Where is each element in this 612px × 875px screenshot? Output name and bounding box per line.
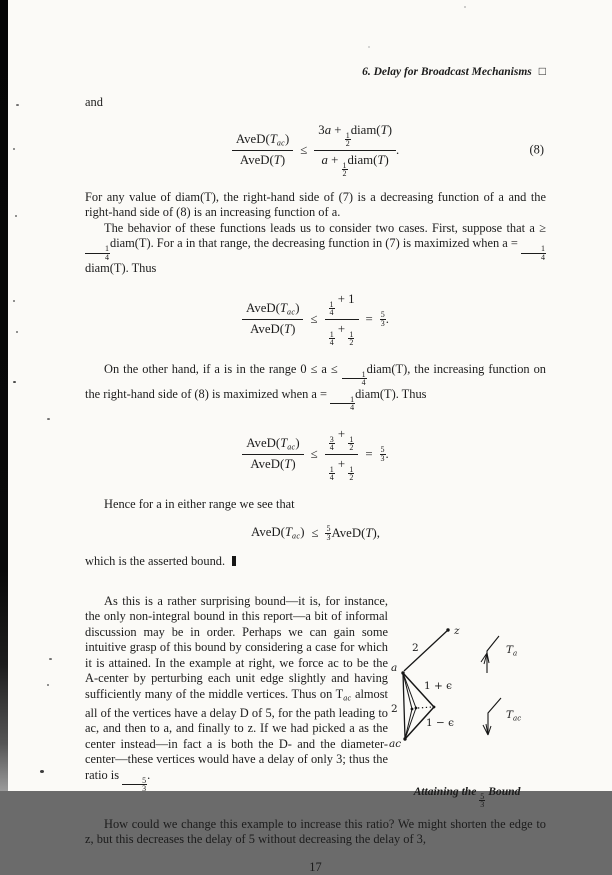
label-z: z (454, 624, 460, 637)
label-edge-2-top: 2 (412, 641, 419, 654)
vertex-a (401, 671, 404, 674)
paragraph-6: As this is a rather surprising bound—it is, for instance, the only non-integral bound in this report—a bit of informal discussion may be in order. Perhaps we can gain some intuitive grasp of this bound by considering a case for which it is attained. In the example at right, we force ac to be the A-center by perturbing each unit edge slightly and having sufficiently many of the middle vertices. Thus on $T_{ac}$ almost all of the vertices have a delay D of 5, for the path leading to ac, and then to a, and finally to z. If we had picked a as the center instead—in fact a is both the D- and the diameter-center—these vertices would have a delay of only 3; thus the ratio is $\frac{5}{3}$ . (85, 593, 389, 793)
eqA-rhs-fraction: $\frac{1}{4}$ + 1 $\frac{1}{4}$ + $\frac{1}{2}$ (325, 292, 359, 347)
leq-symbol: ≤ (311, 525, 319, 540)
scan-speck (15, 215, 17, 217)
label-Tac: $T_{ac}$ (506, 708, 522, 722)
equation-bound: AveD(Tac) ≤ $\frac{5}{3}$ AveD(T), (251, 524, 380, 542)
label-edge-2-left: 2 (391, 702, 398, 715)
quarter-fraction: $\frac{1}{4}$ (85, 245, 110, 261)
paragraph-2: The behavior of these functions leads us to consider two cases. First, suppose that a ≥ $\frac{1}{4}$ diam(T). For a in that range, the decreasing function in (7) is maximized when a = $\frac{1}{4}$ diam(T). Thus (85, 220, 546, 275)
vertex-middle (411, 707, 414, 710)
vertex-middle (415, 706, 418, 709)
paragraph-1: For any value of diam(T), the right-hand side of (7) is a decreasing function of a and the right-hand side of (8) is an increasing function of a. (85, 189, 546, 219)
scan-speck (47, 684, 49, 686)
vertex-ac (403, 737, 406, 740)
equation-case2: AveD(Tac) AveD(T) ≤ $\frac{3}{4}$ + $\frac{1}{2}$ $\frac{1}{4}$ + $\frac{1}{2}$ = $\frac{5}{3}$ . (85, 427, 546, 482)
paragraph-4: Hence for a in either range we see that (104, 496, 295, 511)
label-one-minus-eps: 1 − ϵ (426, 716, 455, 729)
graph-figure (388, 594, 546, 776)
two-column-section (85, 594, 546, 809)
paragraph-and: and (85, 95, 103, 109)
eq8-rhs-fraction: 3a + $\frac{1}{2}$ diam(T) a + $\frac{1}{2}$ diam(T) (314, 123, 396, 178)
scan-speck (464, 6, 466, 8)
qed-symbol (232, 556, 236, 566)
equals-symbol: = (365, 446, 373, 461)
scan-speck (49, 658, 52, 660)
scan-speck (16, 104, 19, 106)
vertex-middle (433, 705, 436, 708)
five-thirds-fraction: $\frac{5}{3}$ (122, 777, 147, 793)
half-fraction: $\frac{1}{2}$ (345, 130, 350, 148)
left-column (85, 594, 388, 809)
half-fraction: $\frac{1}{2}$ (342, 160, 347, 178)
label-a: a (391, 661, 398, 674)
equation-case1: AveD(Tac) AveD(T) ≤ $\frac{1}{4}$ + 1 $\frac{1}{4}$ + $\frac{1}{2}$ = $\frac{5}{3}$ . (85, 292, 546, 347)
five-thirds-fraction: $\frac{5}{3}$ (380, 445, 385, 463)
scan-binding-shadow (0, 0, 8, 791)
vertex-z (446, 628, 449, 631)
leq-symbol: ≤ (300, 142, 308, 157)
scan-speck (47, 418, 50, 420)
paragraph-5: which is the asserted bound. (85, 554, 546, 570)
figure-column (388, 594, 546, 809)
eq8-lhs-fraction: AveD(Tac) AveD(T) (232, 132, 293, 168)
arrowhead-up-icon (481, 653, 489, 664)
figure-caption: Attaining the $\frac{5}{3}$ Bound (413, 784, 521, 809)
page-content (85, 64, 546, 875)
quarter-fraction: $\frac{1}{4}$ (330, 396, 355, 412)
eqB-lhs-fraction: AveD(Tac) AveD(T) (242, 436, 303, 472)
leq-symbol: ≤ (310, 446, 318, 461)
scan-speck (13, 381, 16, 383)
five-thirds-fraction: $\frac{5}{3}$ (326, 524, 331, 542)
scan-speck (13, 148, 15, 150)
label-one-plus-eps: 1 + ϵ (424, 679, 453, 692)
label-ac: ac (389, 737, 402, 750)
quarter-fraction: $\frac{1}{4}$ (521, 245, 546, 261)
paragraph-7: How could we change this example to increase this ratio? We might shorten the edge to z, but this decreases the delay of 5 without decreasing the delay of 3, (85, 816, 546, 846)
equals-symbol: = (365, 311, 373, 326)
quarter-fraction: $\frac{1}{4}$ (342, 371, 367, 387)
label-Ta: $T_a$ (506, 643, 518, 657)
equation-8: AveD(Tac) AveD(T) ≤ 3a + $\frac{1}{2}$ diam(T) a + $\frac{1}{2}$ diam(T) . (8) (85, 123, 546, 178)
arrowhead-down-icon (483, 724, 491, 735)
tree-Ta-glyph (487, 636, 499, 673)
equation-number: (8) (529, 142, 544, 157)
scan-speck (368, 46, 370, 48)
five-thirds-fraction: $\frac{5}{3}$ (480, 791, 485, 809)
scan-speck (13, 300, 15, 302)
paragraph-3: On the other hand, if a is in the range 0 ≤ a ≤ $\frac{1}{4}$ diam(T), the increasing function on the right-hand side of (8) is maximized when a = $\frac{1}{4}$ diam(T). Thus (85, 361, 546, 412)
running-header-title: 6. Delay for Broadcast Mechanisms (362, 66, 532, 78)
leq-symbol: ≤ (310, 311, 318, 326)
section-box-icon: □ (538, 64, 546, 78)
scan-speck (40, 770, 44, 773)
five-thirds-fraction: $\frac{5}{3}$ (380, 310, 385, 328)
page-number: 17 (309, 859, 322, 874)
eq8-aveD: AveD( (235, 132, 270, 147)
scan-speck (16, 331, 18, 333)
running-header (85, 64, 546, 79)
eqB-rhs-fraction: $\frac{3}{4}$ + $\frac{1}{2}$ $\frac{1}{4}$ + $\frac{1}{2}$ (325, 427, 359, 482)
eqA-lhs-fraction: AveD(Tac) AveD(T) (242, 301, 303, 337)
